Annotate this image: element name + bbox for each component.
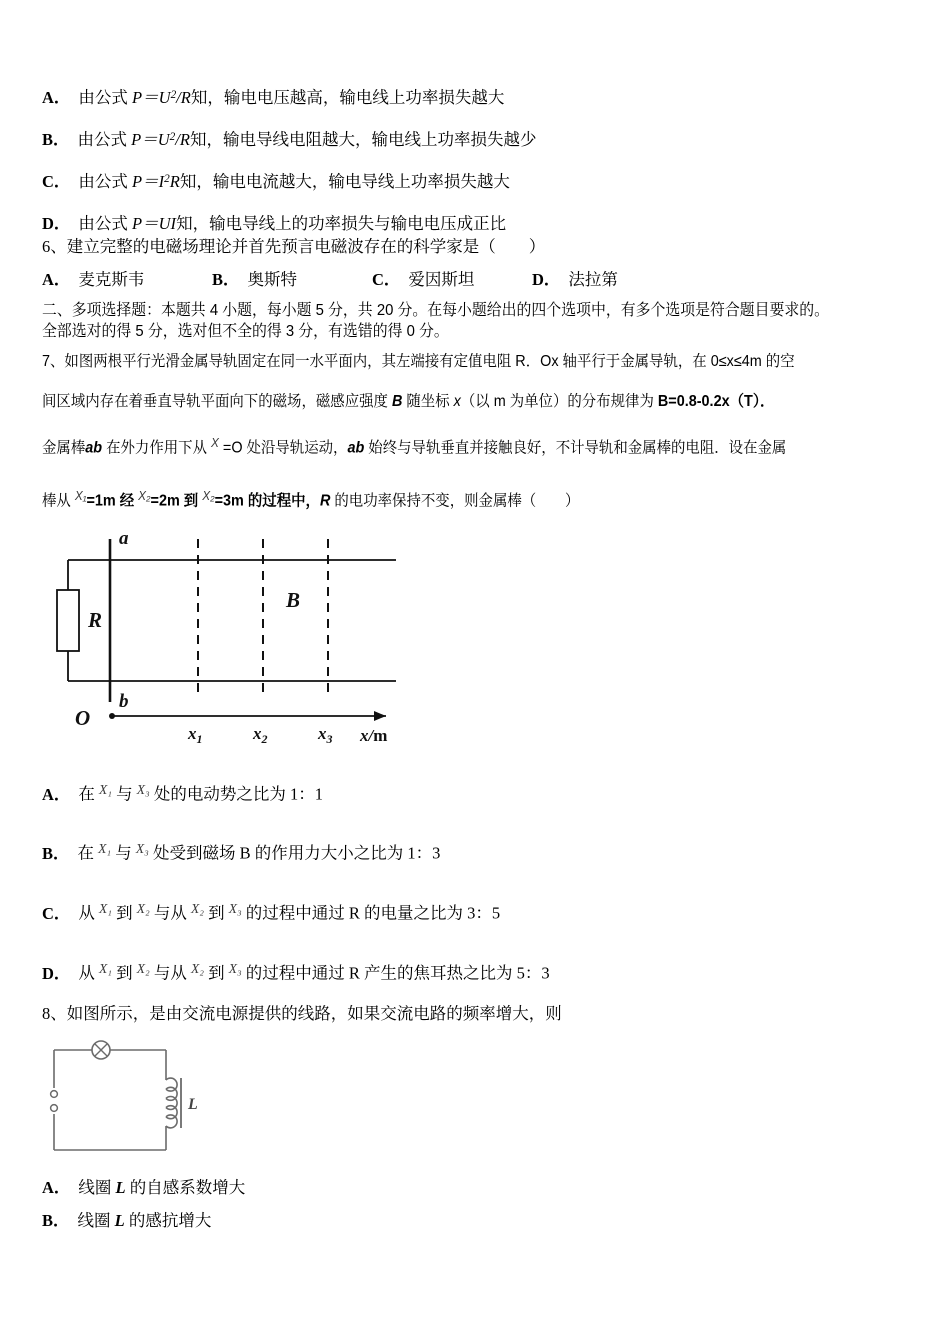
q7-option-a-label: A． xyxy=(42,784,71,804)
q7-option-d-label: D． xyxy=(42,963,71,983)
q7-x1-var: X₁ xyxy=(74,488,87,503)
tick-label-x3: $x_3$ xyxy=(318,724,333,746)
x-axis-arrow xyxy=(374,711,386,721)
q7-stem-line3: 金属棒ab 在外力作用下从 $^X$ =O 处沿导轨运动，ab 始终与导轨垂直并接触良好，不计导轨和金属棒的电阻．设在金属 xyxy=(42,435,787,457)
section2-line1: 二、多项选择题：本题共 4 小题，每小题 5 分，共 20 分。在每小题给出的四个选项中，有多个选项是符合题目要求的。 xyxy=(42,302,830,319)
q8-option-a: A． 线圈 L 的自感系数增大 xyxy=(42,1178,246,1197)
q6-stem: 6、建立完整的电磁场理论并首先预言电磁波存在的科学家是（ ） xyxy=(42,237,546,256)
tick-label-x2: $x_2$ xyxy=(253,724,268,746)
resistor-symbol xyxy=(57,590,79,651)
q5-option-b-text: 由公式 $P=U^2/R$知，输电导线电阻越大，输电线上功率损失越少 xyxy=(77,130,537,149)
inductor-label: L xyxy=(188,1096,198,1113)
q5-option-c xyxy=(42,172,922,192)
q6-option-a-label: A． xyxy=(42,270,71,289)
q6-option-d-text: 法拉第 xyxy=(568,270,618,289)
resistor-label: R xyxy=(88,608,103,632)
q5-option-b xyxy=(42,130,922,150)
q5-option-d-text: 由公式 P＝UI知，输电导线上的功率损失与输电电压成正比 xyxy=(78,214,507,233)
section2-line2: 全部选对的得 5 分，选对但不全的得 3 分，有选错的得 0 分。 xyxy=(42,323,449,340)
rod-label-a: a xyxy=(119,528,129,549)
q5-option-c-label: C． xyxy=(42,172,71,191)
q7-option-d: D． 从 $^{X_1}$ 到 $^{X_2}$ 与从 $^{X_2}$ 到 $^{X_3}$ 的过程中通过 R 产生的焦耳热之比为 5：3 xyxy=(42,961,550,983)
q8-option-a-label: A． xyxy=(42,1178,71,1197)
inductor-coil xyxy=(166,1078,177,1128)
q5-option-a-label: A． xyxy=(42,88,71,107)
q5-option-d-formula: P＝UI xyxy=(132,214,177,233)
q6-option-c xyxy=(372,270,474,290)
q7-option-c: C． 从 $^{X_1}$ 到 $^{X_2}$ 与从 $^{X_2}$ 到 $^{X_3}$ 的过程中通过 R 的电量之比为 3：5 xyxy=(42,901,501,923)
q5-option-b-label: B． xyxy=(42,130,70,149)
q6-option-a xyxy=(42,270,144,290)
source-terminal-top xyxy=(51,1091,58,1098)
q6-option-d xyxy=(532,270,618,290)
q8-figure xyxy=(40,1038,220,1163)
q5-option-a-text: 由公式 $P=U^2/R$知，输电电压越高，输电线上功率损失越大 xyxy=(78,88,505,107)
q7-option-a: A． 在 $^{X_1}$ 与 $^{X_3}$ 处的电动势之比为 1：1 xyxy=(42,782,323,804)
q7-x2-var: X₂ xyxy=(138,488,151,503)
q8-option-b: B． 线圈 L 的感抗增大 xyxy=(42,1211,212,1230)
rod-label-b: b xyxy=(119,691,129,712)
q7-option-c-label: C． xyxy=(42,903,71,923)
source-terminal-bottom xyxy=(51,1105,58,1112)
q5-option-a-formula: $P=U^2/R$ xyxy=(132,88,191,107)
q5-option-d xyxy=(42,214,922,234)
q6-option-c-label: C． xyxy=(372,270,401,289)
q5-option-c-text: 由公式 $P=I^2R$知，输电电流越大，输电导线上功率损失越大 xyxy=(78,172,510,191)
q5-option-a xyxy=(42,88,922,108)
q5-option-d-label: D． xyxy=(42,214,71,233)
q6-option-b-text: 奥斯特 xyxy=(247,270,298,289)
q8-option-b-label: B． xyxy=(42,1211,70,1230)
q7-stem-line4: 棒从 $^{X_1}$=1m 经 $^{X_2}$=2m 到 $^{X_2}$=3m 的过程中，R 的电功率保持不变，则金属棒（ ） xyxy=(42,488,580,510)
q7-figure xyxy=(48,527,418,752)
origin-dot xyxy=(109,713,115,719)
x-axis-label: x/m xyxy=(360,726,388,745)
parallel-rails-magnetic-field-svg xyxy=(48,527,418,752)
origin-label: O xyxy=(75,706,91,730)
field-label-B: B xyxy=(286,588,301,612)
q7-stem-line2: 间区域内存在着垂直导轨平面向下的磁场，磁感应强度 B 随坐标 x（以 m 为单位）的分布规律为 B=0.8-0.2x（T）． xyxy=(42,393,775,410)
q7-x3-var: X₂ xyxy=(202,488,215,503)
q7-option-b: B． 在 $^{X_1}$ 与 $^{X_3}$ 处受到磁场 B 的作用力大小之比为 1：3 xyxy=(42,841,441,863)
q8-stem: 8、如图所示，是由交流电源提供的线路，如果交流电路的频率增大，则 xyxy=(42,1004,562,1023)
q5-option-c-formula: $P=I^2R$ xyxy=(132,172,180,191)
q6-option-c-text: 爱因斯坦 xyxy=(408,270,475,289)
q6-options-row xyxy=(42,270,922,294)
q7-option-b-label: B． xyxy=(42,843,70,863)
q6-option-d-label: D． xyxy=(532,270,561,289)
q7-stem-line1: 7、如图两根平行光滑金属导轨固定在同一水平面内，其左端接有定值电阻 R．Ox 轴平行于金属导轨，在 0≤x≤4m 的空 xyxy=(42,353,795,370)
tick-label-x1: $x_1$ xyxy=(188,724,203,746)
q6-option-b-label: B． xyxy=(212,270,240,289)
q5-option-b-formula: $P=U^2/R$ xyxy=(131,130,190,149)
q6-option-a-text: 麦克斯韦 xyxy=(78,270,145,289)
ac-circuit-svg xyxy=(40,1038,220,1163)
q6-option-b xyxy=(212,270,297,290)
